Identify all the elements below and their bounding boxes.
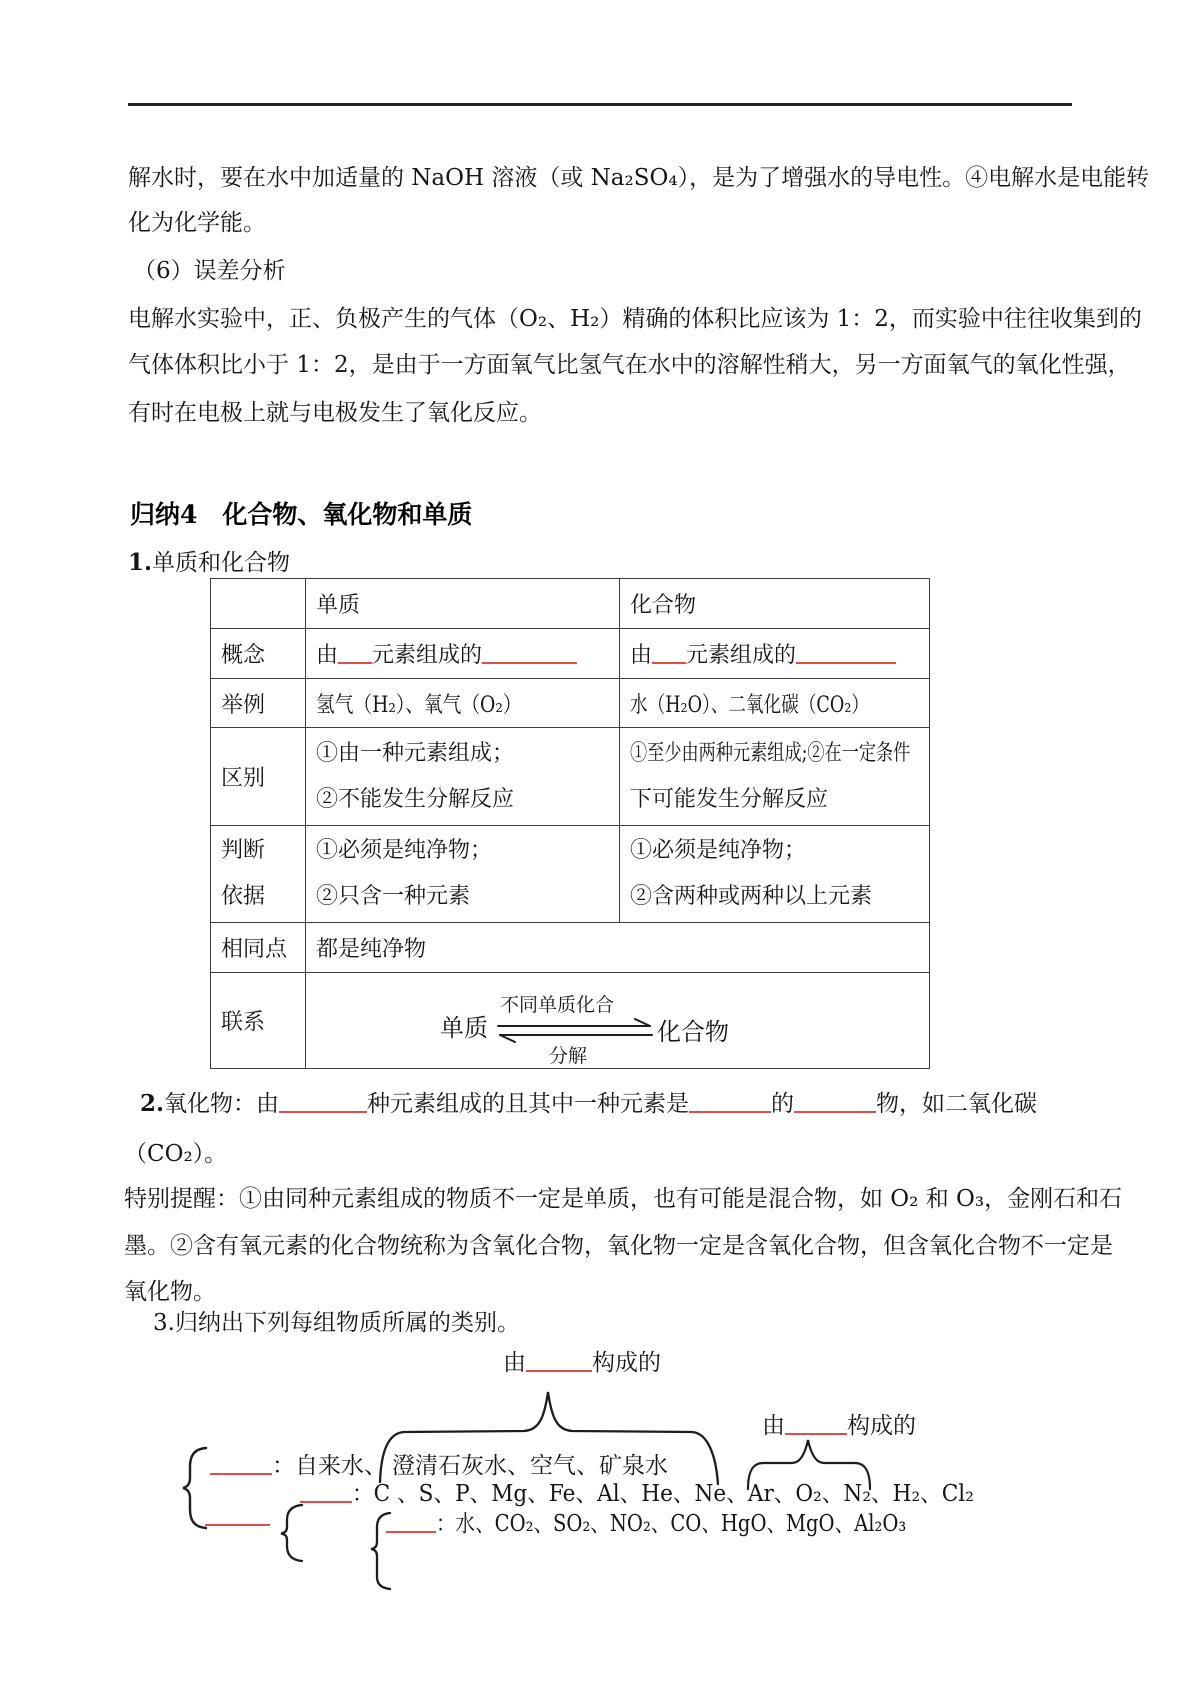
fill-in-blank (794, 1091, 876, 1113)
table-row (211, 826, 930, 923)
diff-text: ①至少由两种元素组成;②在一定条件 (630, 740, 911, 766)
paragraph-line: 电解水实验中，正、负极产生的气体（O₂、H₂）精确的体积比应该为 1：2，而实验中往往收集到的 (128, 306, 1142, 332)
item-text: 物，如二氧化碳 (876, 1091, 1038, 1117)
diagram-row-oxides (386, 1510, 989, 1538)
paragraph-line: 气体体积比小于 1：2，是由于一方面氧气比氢气在水中的溶解性稍大，另一方面氧气的氧化性强， (128, 352, 1131, 378)
fill-in-blank-pure (205, 1504, 270, 1528)
item-text: 种元素组成的且其中一种元素是 (367, 1091, 690, 1117)
fill-in-blank (205, 1504, 270, 1526)
item-3-line (153, 1309, 520, 1337)
fill-in-blank (279, 1091, 367, 1113)
fill-in-blank (386, 1511, 436, 1533)
judge-text: ①必须是纯净物； (316, 838, 493, 863)
judge-text: ①必须是纯净物； (630, 838, 807, 863)
label-text: 构成的 (847, 1413, 916, 1439)
judge-compound-cell (620, 826, 930, 923)
same-cell: 都是纯净物 (306, 923, 930, 973)
diff-text: ②不能发生分解反应 (316, 786, 515, 812)
item-text: 氧化物：由 (164, 1091, 280, 1117)
diagram-row-elements (300, 1480, 1014, 1508)
link-right-term: 化合物 (657, 1018, 729, 1046)
concept-text: 由 (630, 643, 653, 668)
corner-cell (211, 579, 306, 629)
diff-text: 下可能发生分解反应 (630, 786, 829, 812)
diff-compound-cell (620, 728, 930, 826)
constructed-by-label-1 (503, 1349, 661, 1377)
label-text: 由 (503, 1350, 526, 1376)
item-text: 单质和化合物 (152, 550, 291, 576)
table-row (211, 728, 930, 826)
concept-compound-cell (620, 629, 930, 679)
item-number: 1. (128, 549, 153, 576)
fill-in-blank (210, 1453, 272, 1475)
item-1-line (128, 549, 290, 577)
fill-in-blank (785, 1413, 847, 1435)
row-label-example: 举例 (211, 679, 306, 728)
table-row (211, 629, 930, 679)
label-text: 由 (762, 1413, 785, 1439)
fill-in-blank (482, 642, 577, 664)
concept-text: 元素组成的 (686, 643, 797, 668)
concept-text: 元素组成的 (372, 643, 483, 668)
row-text: ：自来水、 (272, 1453, 387, 1479)
tip-line: 墨。②含有氧元素的化合物统称为含氧化合物，氧化物一定是含氧化合物，但含氧化合物不一定是 (124, 1233, 1113, 1259)
concept-text: 由 (316, 643, 339, 668)
table-row (211, 579, 930, 629)
section-heading: 归纳4 化合物、氧化物和单质 (130, 500, 473, 529)
item-2-line (140, 1090, 1037, 1118)
row-text: ：水、CO₂、SO₂、NO₂、CO、HgO、MgO、Al₂O₃ (436, 1511, 907, 1537)
example-compound-cell (620, 679, 930, 728)
link-left-term: 单质 (440, 1014, 488, 1042)
fill-in-blank (338, 642, 372, 664)
fill-in-blank (796, 642, 896, 664)
fill-in-blank (526, 1350, 592, 1372)
top-rule (128, 103, 1072, 106)
row-label-concept: 概念 (211, 629, 306, 679)
table-row (211, 679, 930, 728)
item-2-continuation: （CO₂）。 (124, 1141, 228, 1167)
judge-simple-cell (306, 826, 620, 923)
fill-in-blank (689, 1091, 771, 1113)
link-forward-label: 不同单质化合 (500, 994, 615, 1016)
row-label-same: 相同点 (211, 923, 306, 973)
paragraph-line: 解水时，要在水中加适量的 NaOH 溶液（或 Na₂SO₄），是为了增强水的导电性。④电解水是电能转 (128, 165, 1150, 191)
link-reverse-label: 分解 (549, 1045, 588, 1067)
middle-left-brace (281, 1505, 302, 1561)
subsection-heading: （6）误差分析 (133, 258, 286, 284)
diagram-row-mixture (210, 1452, 387, 1480)
judge-text: ②含两种或两种以上元素 (630, 884, 873, 909)
tip-line: 特别提醒：①由同种元素组成的物质不一定是单质，也有可能是混合物，如 O₂ 和 O₃，金刚石和石 (124, 1186, 1123, 1212)
row-label-link: 联系 (211, 973, 306, 1069)
diff-text: ①由一种元素组成； (316, 740, 515, 766)
fill-in-blank (300, 1481, 352, 1503)
example-simple-cell (306, 679, 620, 728)
link-cell (306, 973, 930, 1069)
row-text: ：C 、S、P、Mg、Fe、Al、He、Ne、Ar、O₂、N₂、H₂、Cl₂ (352, 1481, 974, 1507)
outer-left-brace (183, 1448, 206, 1528)
judge-text: ②只含一种元素 (316, 884, 471, 909)
item-text: 归纳出下列每组物质所属的类别。 (174, 1310, 520, 1336)
item-number: 3. (153, 1310, 175, 1336)
constructed-by-label-2 (762, 1412, 916, 1440)
paragraph-line: 有时在电极上就与电极发生了氧化反应。 (128, 400, 542, 426)
diagram-row-mixture-group: 澄清石灰水、空气、矿泉水 (392, 1453, 668, 1479)
row-label-text: 依据 (221, 884, 266, 909)
header-simple: 单质 (306, 579, 620, 629)
example-text: 水（H₂O）、二氧化碳（CO₂） (630, 692, 869, 718)
concept-simple-cell (306, 629, 620, 679)
tip-line: 氧化物。 (124, 1279, 216, 1305)
fill-in-blank (652, 642, 686, 664)
header-compound: 化合物 (620, 579, 930, 629)
row-label-text: 判断 (221, 838, 266, 863)
row-label-diff: 区别 (211, 728, 306, 826)
row-label-judge (211, 826, 306, 923)
item-text: 的 (771, 1091, 795, 1117)
example-text: 氢气（H₂）、氧气（O₂） (316, 692, 522, 718)
label-text: 构成的 (592, 1350, 661, 1376)
item-number: 2. (140, 1090, 165, 1117)
paragraph-line: 化为化学能。 (128, 210, 266, 236)
table-row (211, 923, 930, 973)
diff-simple-cell (306, 728, 620, 826)
